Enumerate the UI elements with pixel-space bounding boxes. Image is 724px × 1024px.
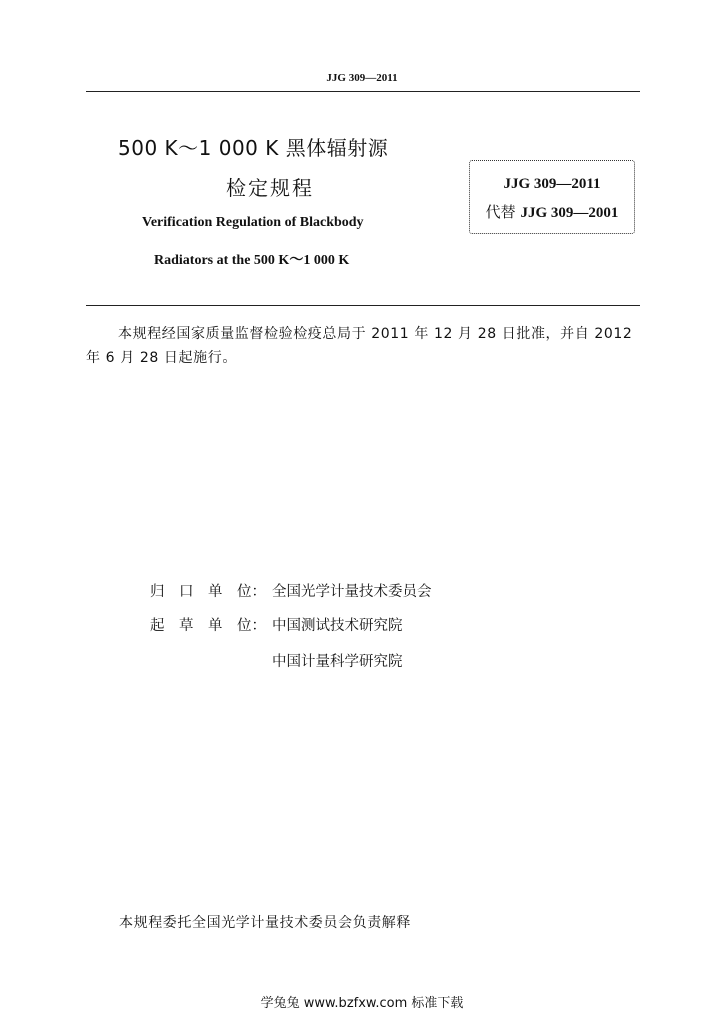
approval-paragraph: 本规程经国家质量监督检验检疫总局于 2011 年 12 月 28 日批准，并自 2012 年 6 月 28 日起施行。	[86, 326, 633, 366]
standard-number-box	[469, 160, 635, 234]
label-char: 单	[208, 618, 223, 634]
responsible-unit-label	[150, 580, 266, 601]
drafting-unit-value-1: 中国测试技术研究院	[272, 618, 403, 634]
header-standard-code: JJG 309—2011	[326, 72, 398, 84]
label-char: 归	[150, 584, 165, 600]
label-char: 口	[179, 584, 194, 600]
header-rule	[86, 91, 640, 92]
label-char: 起	[150, 618, 165, 634]
replaces-code: JJG 309—2001	[520, 205, 619, 221]
standard-code: JJG 309—2011	[503, 176, 601, 192]
watermark-text: 学兔兔 www.bzfxw.com 标准下载	[260, 996, 464, 1011]
title-rule	[86, 305, 640, 306]
label-char: 位：	[237, 584, 266, 600]
label-char: 单	[208, 584, 223, 600]
title-english-line2: Radiators at the 500 K～1 000 K	[154, 253, 350, 268]
title-chinese-line2: 检定规程	[226, 176, 314, 200]
interpretation-note: 本规程委托全国光学计量技术委员会负责解释	[119, 915, 411, 931]
replaces-prefix: 代替	[485, 203, 516, 221]
label-char: 位：	[237, 618, 266, 634]
title-english-line1: Verification Regulation of Blackbody	[142, 215, 364, 230]
title-chinese-line1: 500 K～1 000 K 黑体辐射源	[118, 136, 389, 160]
drafting-unit-label	[150, 614, 266, 635]
drafting-unit-value-2: 中国计量科学研究院	[272, 654, 403, 670]
replaces-line	[470, 201, 634, 222]
responsible-unit-value: 全国光学计量技术委员会	[272, 584, 432, 600]
label-char: 草	[179, 618, 194, 634]
